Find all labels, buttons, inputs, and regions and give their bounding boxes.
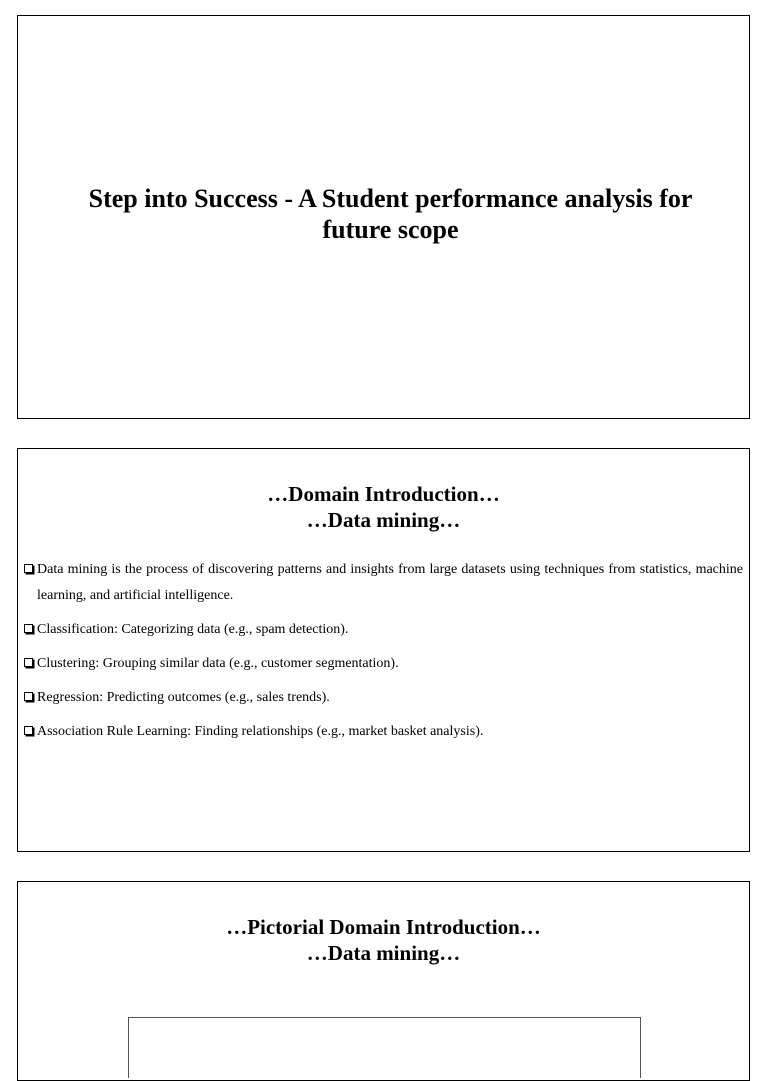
checkbox-bullet-icon xyxy=(24,564,33,573)
title-line-2: future scope xyxy=(322,215,459,244)
checkbox-bullet-icon xyxy=(24,726,33,735)
slide-pictorial-introduction xyxy=(17,881,750,1081)
diagram-image-frame xyxy=(128,1017,641,1078)
slide-heading xyxy=(18,481,749,533)
slide-title xyxy=(17,15,750,419)
bullet-list xyxy=(24,557,743,753)
list-item xyxy=(24,617,743,643)
heading-line-1: …Domain Introduction… xyxy=(267,482,500,506)
bullet-text: Association Rule Learning: Finding relationships (e.g., market basket analysis). xyxy=(37,724,484,739)
bullet-text: Clustering: Grouping similar data (e.g., customer segmentation). xyxy=(37,656,399,671)
presentation-title xyxy=(48,183,733,245)
bullet-text: Classification: Categorizing data (e.g., spam detection). xyxy=(37,622,349,637)
list-item xyxy=(24,651,743,677)
checkbox-bullet-icon xyxy=(24,624,33,633)
list-item xyxy=(24,719,743,745)
checkbox-bullet-icon xyxy=(24,658,33,667)
slide-domain-introduction xyxy=(17,448,750,852)
checkbox-bullet-icon xyxy=(24,692,33,701)
heading-line-1: …Pictorial Domain Introduction… xyxy=(226,915,541,939)
slide-heading xyxy=(18,914,749,966)
list-item xyxy=(24,685,743,711)
title-line-1: Step into Success - A Student performance analysis for xyxy=(88,184,693,213)
heading-line-2: …Data mining… xyxy=(306,941,461,965)
heading-line-2: …Data mining… xyxy=(306,508,461,532)
bullet-text: Data mining is the process of discovering patterns and insights from large datasets using techniques from statistics, machine learning, and artificial intelligence. xyxy=(37,562,743,603)
bullet-text: Regression: Predicting outcomes (e.g., sales trends). xyxy=(37,690,330,705)
list-item xyxy=(24,557,743,609)
